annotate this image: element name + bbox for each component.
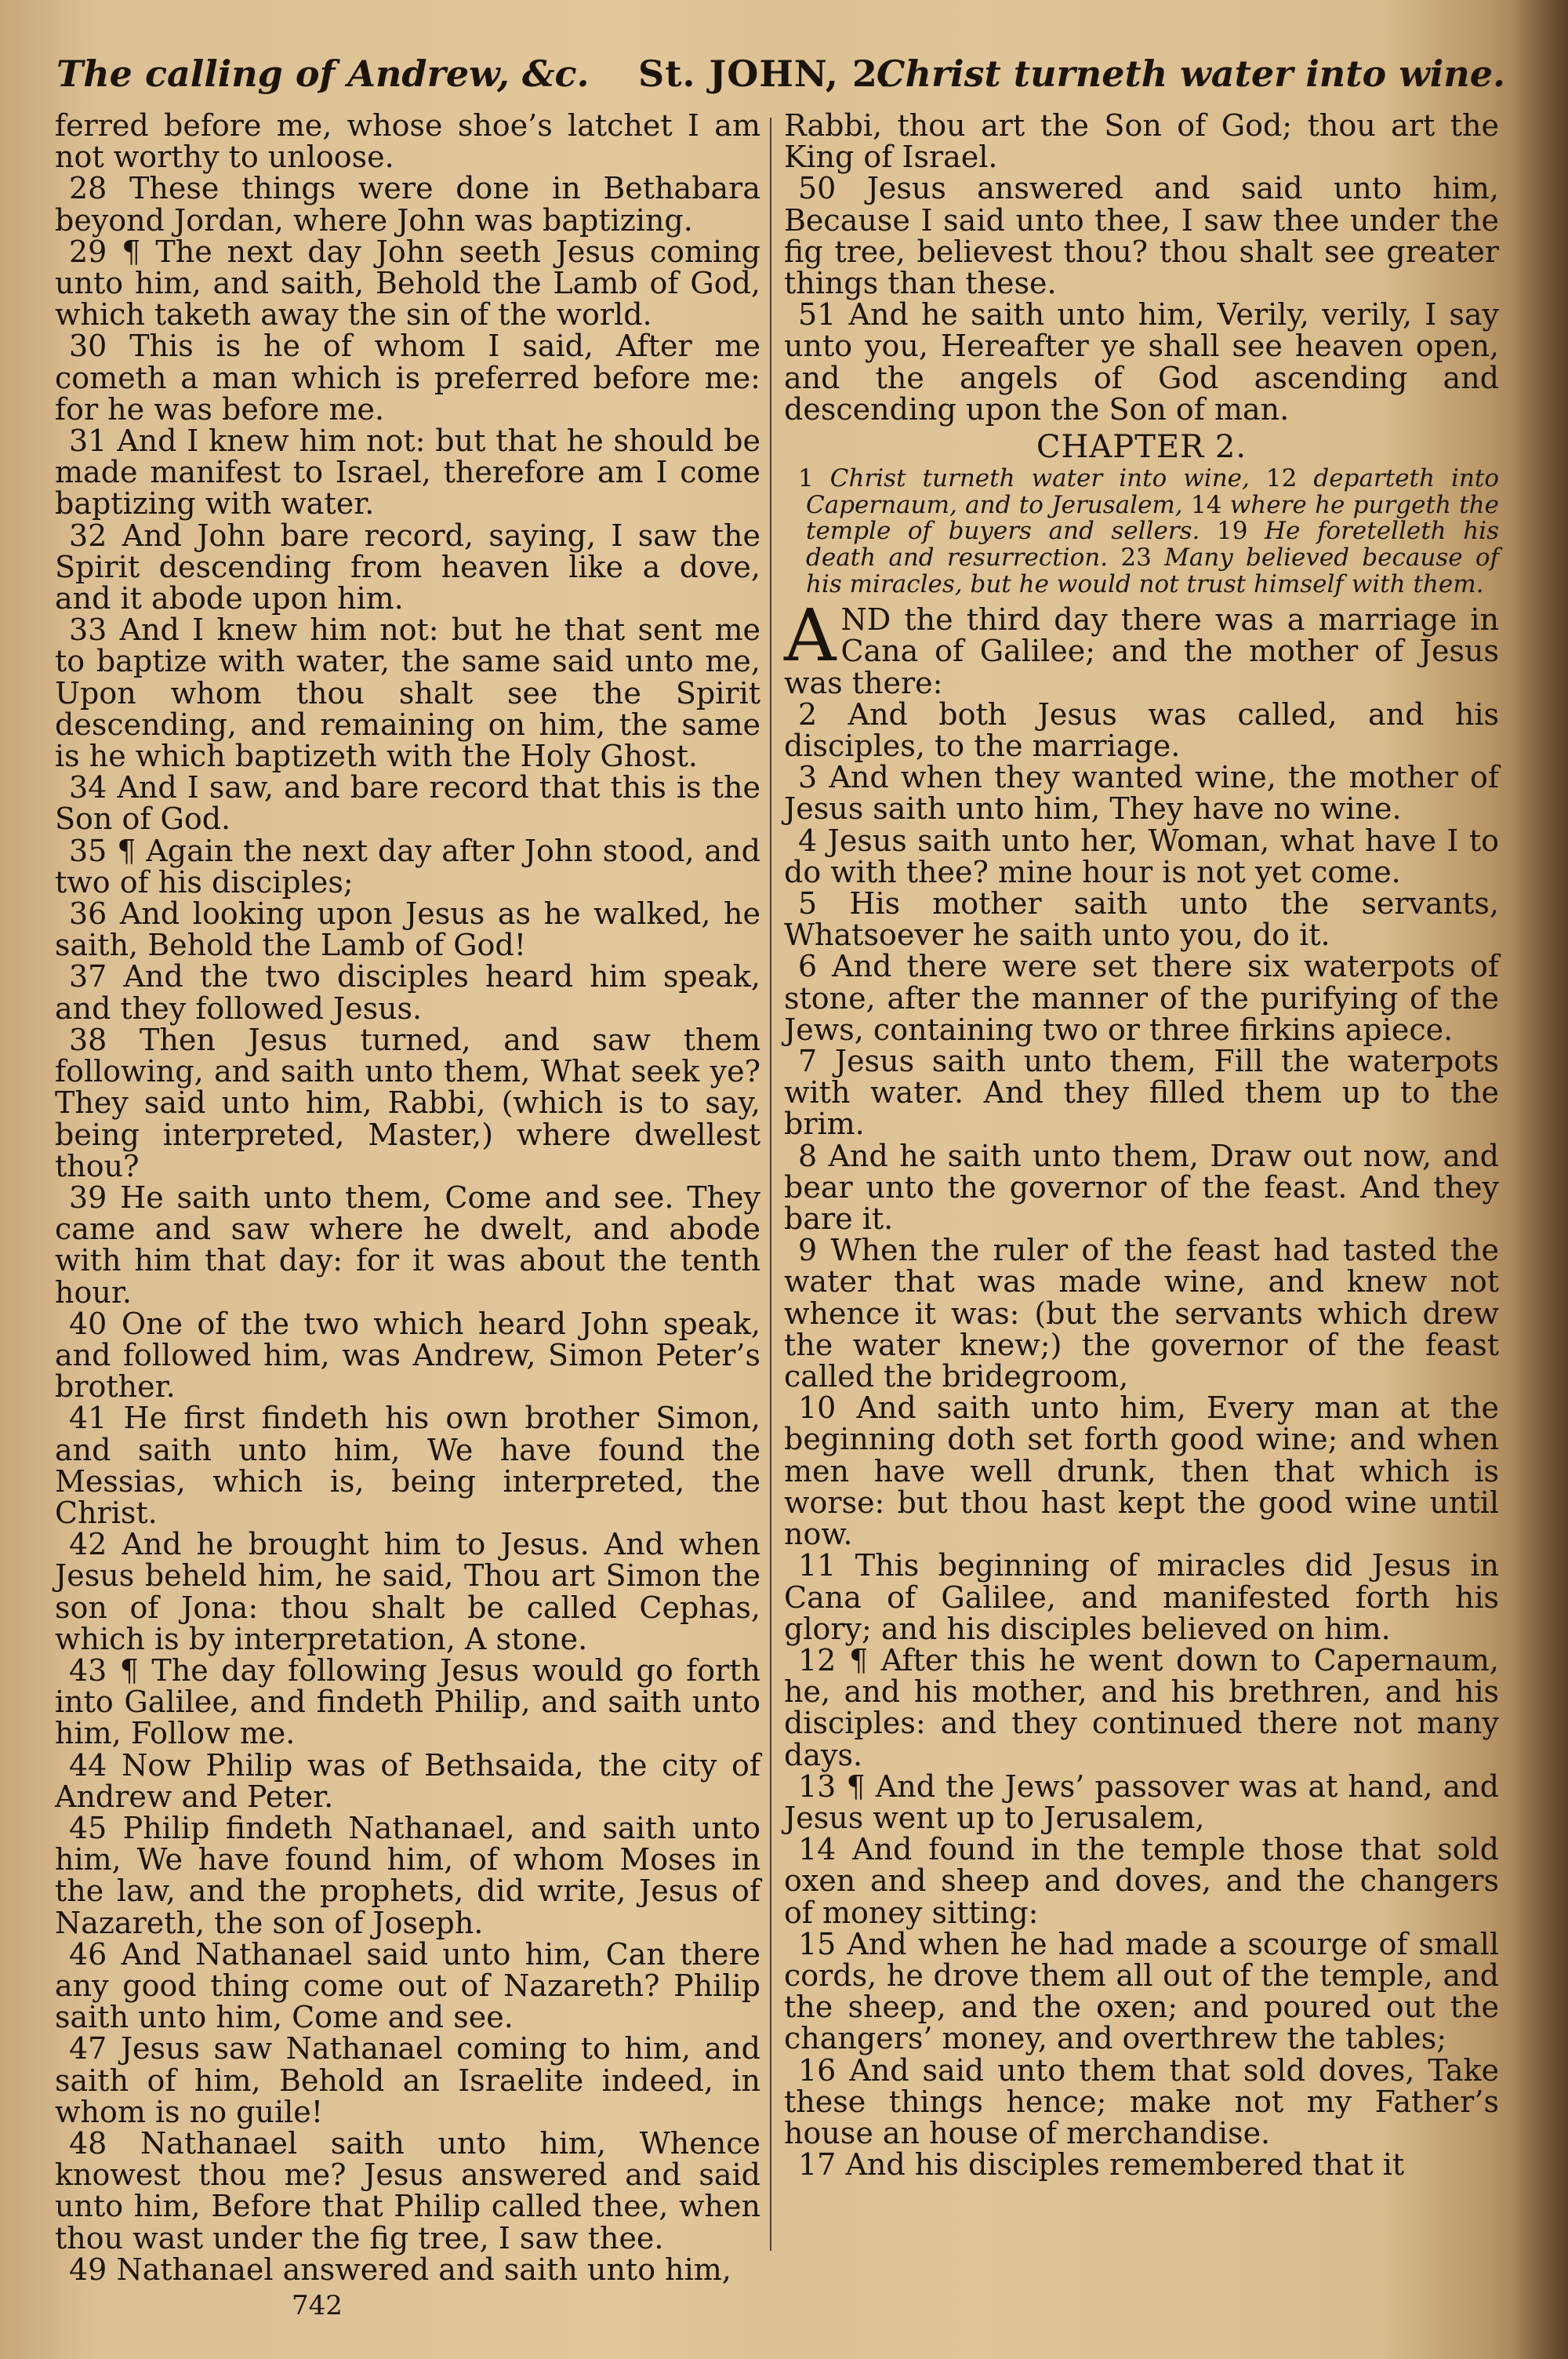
chapter-summary <box>784 466 1499 598</box>
verse-text: And both Jesus was called, and his disciples, to the marriage. <box>784 696 1499 764</box>
summary-number: 1 <box>798 464 814 493</box>
verse <box>55 1936 760 2035</box>
verse-text: And looking upon Jesus as he walked, he saith, Behold the Lamb of God! <box>55 896 760 963</box>
verse-number: 29 <box>69 234 107 269</box>
verse <box>784 1140 1499 1235</box>
verse-text: This is he of whom I said, After me cometh a man which is preferred before me: for he was before me. <box>55 329 760 427</box>
right-column-verses <box>784 696 1499 2183</box>
verse <box>55 1652 760 1751</box>
verse <box>55 2254 760 2285</box>
verse-text: And said unto them that sold doves, Take these things hence; make not my Father’s house an house of merchandise. <box>784 2052 1499 2150</box>
verse-text: Jesus saith unto her, Woman, what have I to do with thee? mine hour is not yet come. <box>784 823 1499 889</box>
right-column <box>784 108 1499 2183</box>
column-divider <box>770 118 771 2251</box>
verse-text: ¶ The next day John seeth Jesus coming unto him, and saith, Behold the Lamb of God, which taketh away the sin of the world. <box>55 234 760 333</box>
verse-text: His mother saith unto the servants, Whatsoever he saith unto you, do it. <box>784 886 1499 953</box>
verse <box>784 888 1499 951</box>
verse-text: Rabbi, thou art the Son of God; thou art the King of Israel. <box>784 108 1499 175</box>
verse-text: Jesus saw Nathanael coming to him, and saith of him, Behold an Israelite indeed, in whom is no guile! <box>55 2031 760 2129</box>
verse-number: 42 <box>69 1527 107 1562</box>
verse-text: This beginning of miracles did Jesus in Cana of Galilee, and manifested forth his glory; and his disciples believed on him. <box>784 1548 1499 1646</box>
verse-number: 35 <box>69 833 107 868</box>
header-center: St. JOHN, 2. <box>638 53 891 95</box>
verse-text: And his disciples remembered that it <box>845 2147 1405 2183</box>
header-right: Christ turneth water into wine. <box>876 53 1505 95</box>
verse-text: And there were set there six waterpots of stone, after the manner of the purifying of the Jews, containing two or three firkins apiece. <box>784 949 1499 1047</box>
verse-text: He first findeth his own brother Simon, and saith unto him, We have found the Messias, which is, being interpreted, the Christ. <box>55 1401 760 1530</box>
verse-text: He saith unto them, Come and see. They came and saw where he dwelt, and abode with him that day: for it was about the tenth hour. <box>55 1180 760 1310</box>
verse <box>784 1834 1499 1928</box>
verse-text: ¶ And the Jews’ passover was at hand, and Jesus went up to Jerusalem, <box>784 1768 1499 1835</box>
verse-text: Jesus answered and said unto him, Because I said unto thee, I saw thee under the fig tree, believest thou? thou shalt see greater things than these. <box>784 171 1499 301</box>
verse <box>784 1234 1499 1392</box>
verse-number: 48 <box>69 2126 107 2161</box>
verse-1 <box>784 594 1499 700</box>
verse-text: And he saith unto them, Draw out now, and bear unto the governor of the feast. And they bare it. <box>784 1138 1499 1237</box>
verse-text: When the ruler of the feast had tasted the water that was made wine, and knew not whence it was: (but the servants which drew the water knew;) the governor of the feast called the bridegroom, <box>784 1233 1499 1394</box>
verse-text: And the two disciples heard him speak, and they followed Jesus. <box>55 959 760 1026</box>
verse-number: 36 <box>69 896 107 932</box>
verse-number: 34 <box>69 770 107 805</box>
summary-number: 23 <box>1120 543 1152 572</box>
verse-text: And saith unto him, Every man at the beginning doth set forth good wine; and when men have well drunk, then that which is worse: but thou hast kept the good wine until now. <box>784 1390 1499 1552</box>
verse-text: And when he had made a scourge of small cords, he drove them all out of the temple, and the sheep, and the oxen; and poured out the changers’ money, and overthrew the tables; <box>784 1926 1499 2056</box>
verse-number: 49 <box>69 2252 107 2287</box>
verse-number: 30 <box>69 329 107 364</box>
verse <box>55 1024 760 1182</box>
verse-text: And I saw, and bare record that this is the Son of God. <box>55 770 760 837</box>
verse <box>55 1528 760 1655</box>
verse <box>784 696 1499 764</box>
verse-number: 44 <box>69 1747 107 1783</box>
verse-number: 41 <box>69 1401 107 1436</box>
chapter-heading: CHAPTER 2. <box>1036 429 1247 466</box>
verse-number: 51 <box>798 297 837 333</box>
verse-number: 17 <box>798 2147 837 2183</box>
verse-text: And found in the temple those that sold oxen and sheep and doves, and the changers of money sitting: <box>784 1832 1499 1930</box>
verse <box>784 1768 1499 1835</box>
verse <box>55 110 760 173</box>
verse <box>784 173 1499 299</box>
verse-number: 5 <box>798 886 818 921</box>
summary-number: 14 <box>1190 490 1222 519</box>
verse <box>55 520 760 615</box>
left-column <box>55 110 760 2285</box>
verse-text: And Nathanael said unto him, Can there any good thing come out of Nazareth? Philip saith unto him, Come and see. <box>55 1936 760 2035</box>
page-number: 742 <box>292 2290 343 2321</box>
verse-number: 14 <box>798 1832 837 1867</box>
drop-cap: A <box>784 594 837 678</box>
verse <box>55 2033 760 2128</box>
verse-number: 46 <box>69 1936 107 1972</box>
verse-number: 15 <box>798 1926 837 1961</box>
verse-text: ferred before me, whose shoe’s latchet I am not worthy to unloose. <box>55 108 760 175</box>
verse-number: 39 <box>69 1180 107 1215</box>
verse-number: 40 <box>69 1306 107 1341</box>
verse <box>784 2147 1499 2183</box>
verse <box>784 299 1499 425</box>
verse <box>55 898 760 961</box>
verse <box>55 330 760 425</box>
verse-number: 31 <box>69 423 107 459</box>
running-header <box>56 45 1505 102</box>
verse <box>55 1402 760 1528</box>
verse-number: 4 <box>798 823 818 858</box>
verse-number: 13 <box>798 1768 837 1804</box>
summary-paragraph <box>784 466 1499 598</box>
verse-number: 33 <box>69 612 107 648</box>
verse-text: ¶ The day following Jesus would go forth into Galilee, and findeth Philip, and saith unto him, Follow me. <box>55 1652 760 1751</box>
verse-number: 50 <box>798 171 837 206</box>
verse-number: 10 <box>798 1390 837 1426</box>
verse <box>55 1812 760 1939</box>
verse-text: And John bare record, saying, I saw the Spirit descending from heaven like a dove, and it abode upon him. <box>55 518 760 616</box>
verse-text: And I knew him not: but he that sent me to baptize with water, the same said unto me, Upon whom thou shalt see the Spirit descending, and remaining on him, the same is he which baptizeth with the Holy Ghost. <box>55 612 760 774</box>
verse <box>784 2052 1499 2150</box>
summary-text: where he purgeth the temple of buyers and sellers. <box>806 490 1499 546</box>
verse-text: And he saith unto him, Verily, verily, I say unto you, Hereafter ye shall see heaven open, and the angels of God ascending and descending upon the Son of man. <box>784 297 1499 427</box>
verse-number: 16 <box>798 2052 837 2088</box>
verse-text: And I knew him not: but that he should be made manifest to Israel, therefore am I come baptizing with water. <box>55 423 760 522</box>
verse-1-text: ND the third day there was a marriage in Cana of Galilee; and the mother of Jesus was there: <box>784 602 1499 700</box>
verse <box>55 770 760 837</box>
summary-text: He foretelleth his death and resurrection. <box>806 517 1499 572</box>
verse <box>55 614 760 772</box>
verse <box>784 1550 1499 1645</box>
verse-number: 2 <box>798 696 818 732</box>
verse <box>55 2128 760 2254</box>
verse-text: Nathanael saith unto him, Whence knowest thou me? Jesus answered and said unto him, Before that Philip called thee, when thou wast under the fig tree, I saw thee. <box>55 2126 760 2255</box>
verse-number: 47 <box>69 2031 107 2066</box>
verse-number: 32 <box>69 518 107 553</box>
verse <box>55 835 760 898</box>
verse-text: One of the two which heard John speak, and followed him, was Andrew, Simon Peter’s brother. <box>55 1306 760 1405</box>
verse <box>784 1642 1499 1772</box>
verse-number: 43 <box>69 1652 107 1688</box>
summary-text: departeth into Capernaum, and to Jerusalem, <box>806 464 1499 519</box>
verse-number: 12 <box>798 1642 837 1677</box>
verse <box>784 1045 1499 1140</box>
verse <box>55 1308 760 1403</box>
verse <box>784 110 1499 173</box>
verse-number: 6 <box>798 949 818 984</box>
verse-text: Nathanael answered and saith unto him, <box>116 2252 731 2287</box>
verse-number: 38 <box>69 1022 107 1057</box>
verse-number: 45 <box>69 1810 107 1845</box>
verse <box>55 1182 760 1308</box>
verse <box>55 171 760 238</box>
verse <box>784 825 1499 888</box>
verse <box>784 1392 1499 1550</box>
summary-number: 19 <box>1216 517 1248 546</box>
verse <box>784 1928 1499 2055</box>
summary-number: 12 <box>1265 464 1298 493</box>
verse-text: Then Jesus turned, and saw them following, and saith unto them, What seek ye? They said unto him, Rabbi, (which is to say, being interpreted, Master,) where dwellest thou? <box>55 1022 760 1183</box>
verse-number: 3 <box>798 760 818 795</box>
verse-text: These things were done in Bethabara beyond Jordan, where John was baptizing. <box>55 171 760 238</box>
header-left: The calling of Andrew, &c. <box>56 53 590 95</box>
verse-text: Now Philip was of Bethsaida, the city of Andrew and Peter. <box>55 1747 760 1814</box>
verse-number: 11 <box>798 1548 837 1583</box>
verse-text: ¶ After this he went down to Capernaum, he, and his mother, and his brethren, and his disciples: and they continued there not many days. <box>784 1642 1499 1772</box>
verse-number: 9 <box>798 1233 818 1268</box>
verse <box>784 951 1499 1045</box>
verse <box>55 1747 760 1814</box>
verse <box>55 236 760 331</box>
verse-text: Philip findeth Nathanael, and saith unto him, We have found him, of whom Moses in the law, and the prophets, did write, Jesus of Nazareth, the son of Joseph. <box>55 1810 760 1940</box>
verse-number: 7 <box>798 1044 818 1079</box>
verse-number: 28 <box>69 171 107 206</box>
verse-text: And when they wanted wine, the mother of Jesus saith unto him, They have no wine. <box>784 760 1499 827</box>
verse-text: ¶ Again the next day after John stood, and two of his disciples; <box>55 833 760 900</box>
verse-number: 37 <box>69 959 107 994</box>
summary-text: Christ turneth water into wine, <box>829 464 1250 493</box>
right-column-top <box>784 110 1499 425</box>
verse <box>784 760 1499 827</box>
summary-text: Many believed because of his miracles, but he would not trust himself with them. <box>806 543 1499 598</box>
verse-text: And he brought him to Jesus. And when Jesus beheld him, he said, Thou art Simon the son of Jona: thou shalt be called Cephas, which is by interpretation, A stone. <box>55 1527 760 1656</box>
verse <box>55 959 760 1026</box>
verse <box>55 425 760 520</box>
verse-number: 8 <box>798 1138 818 1173</box>
verse-text: Jesus saith unto them, Fill the waterpots with water. And they filled them up to the brim. <box>784 1044 1499 1142</box>
